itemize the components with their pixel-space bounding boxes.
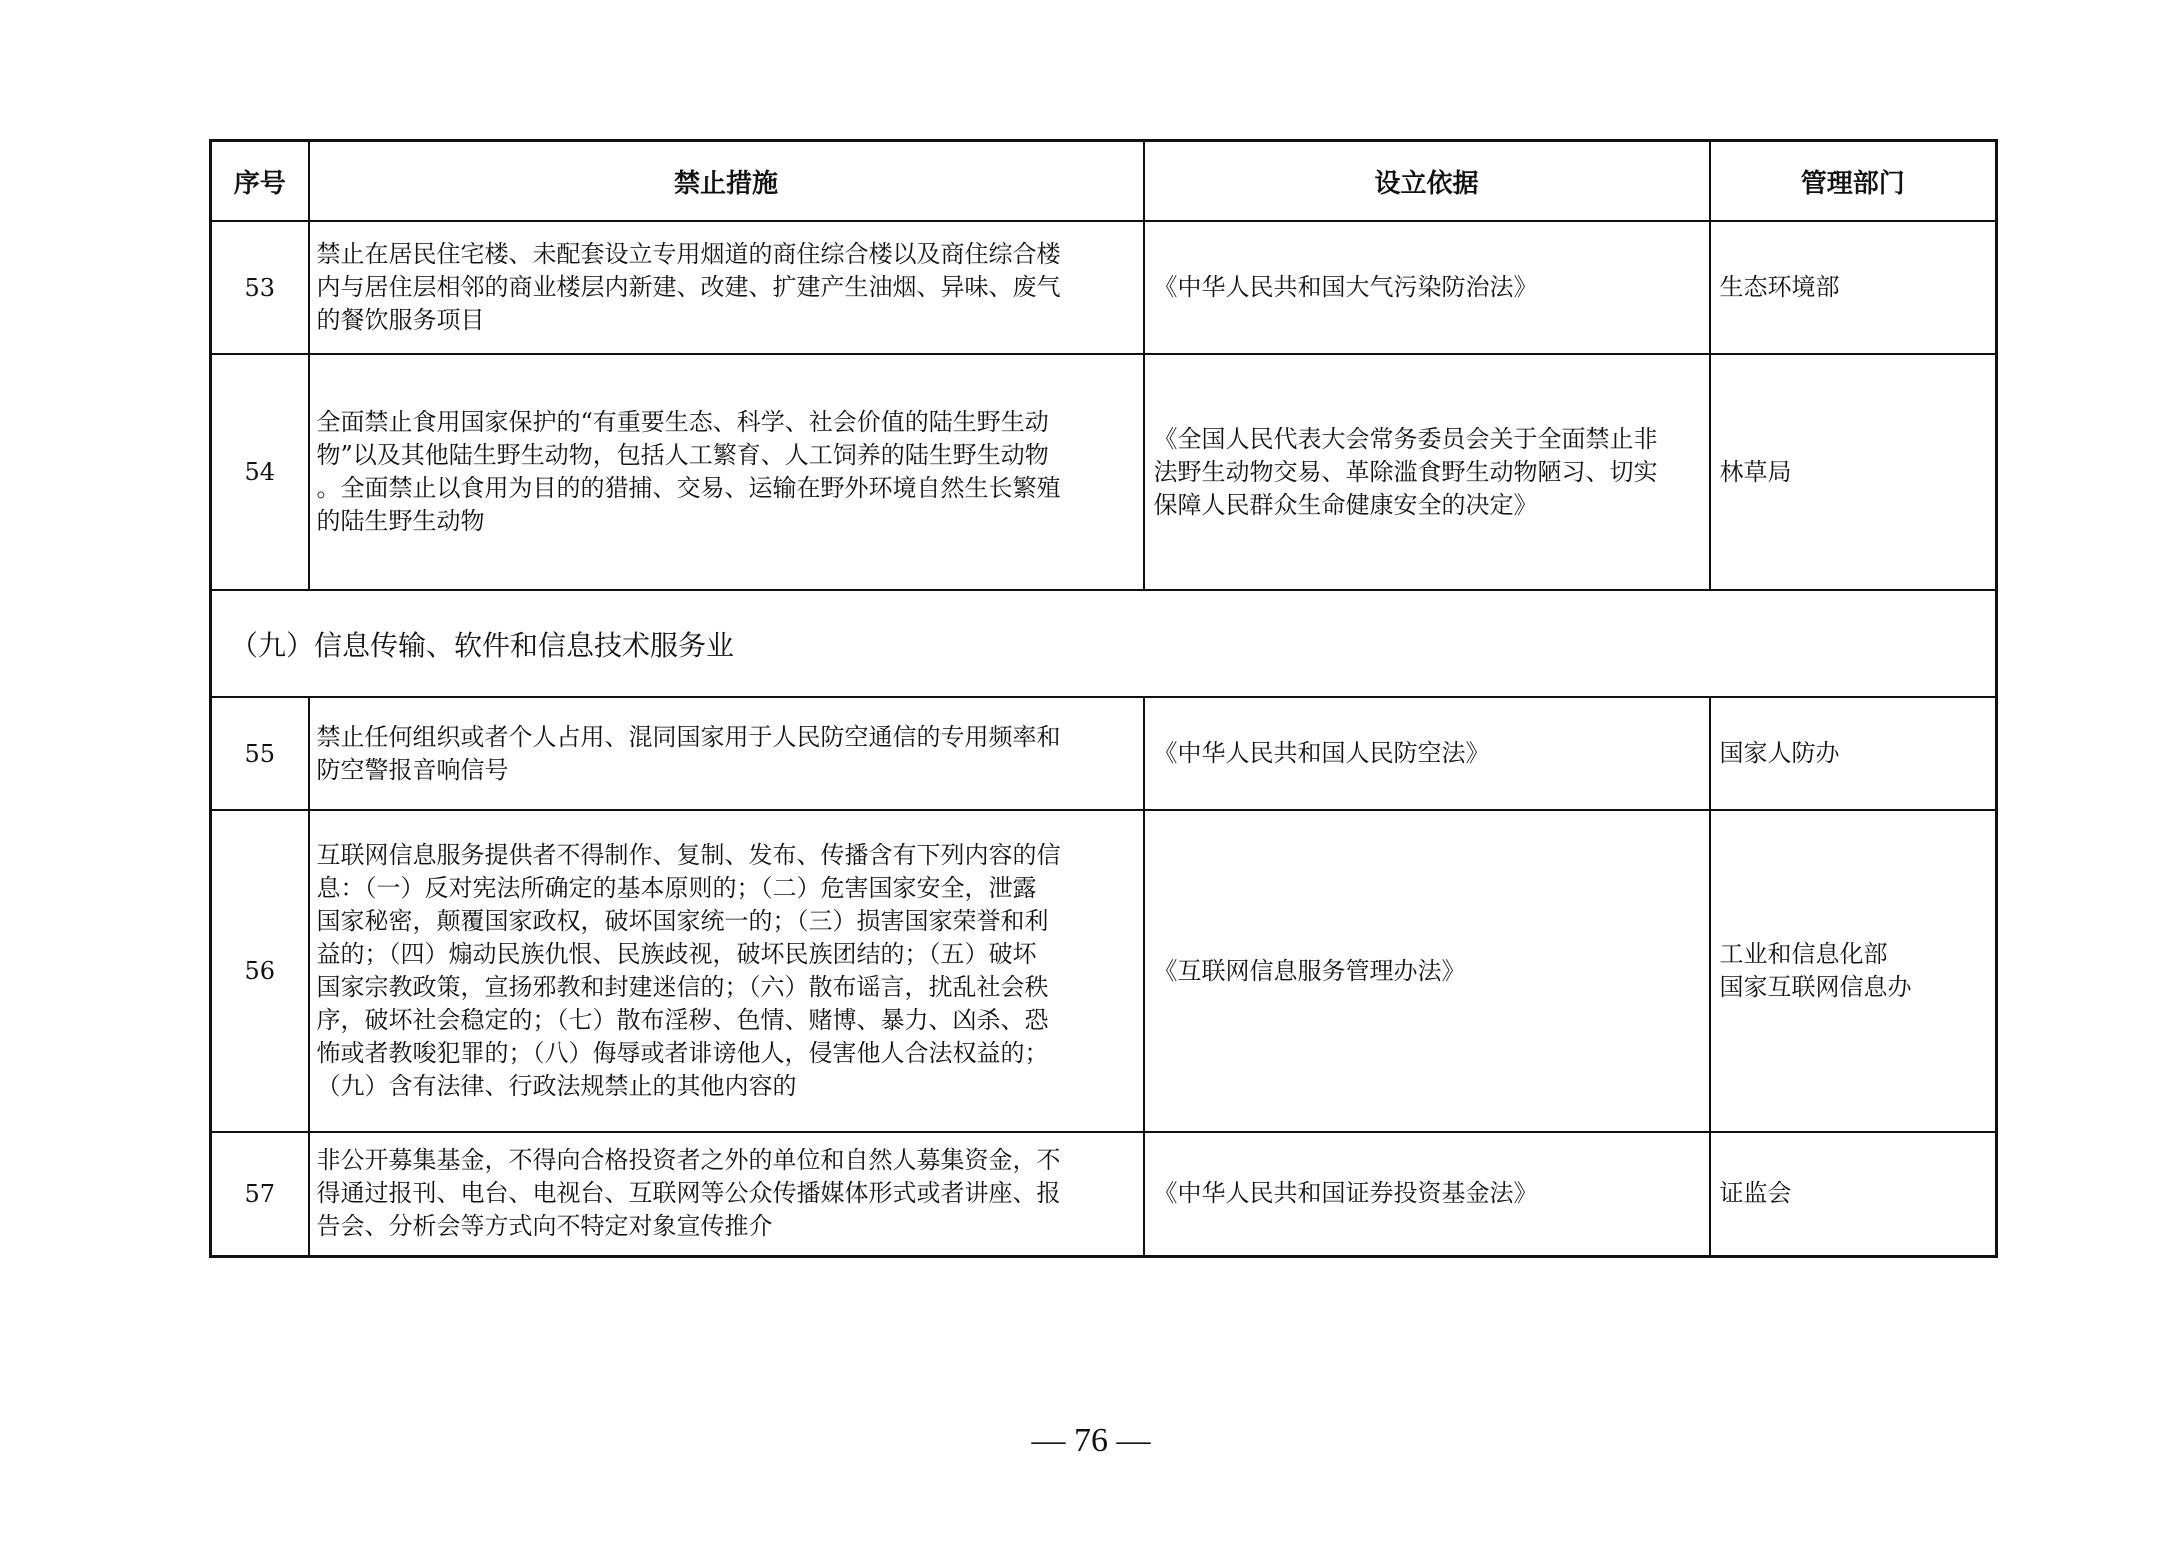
department-cell (1710, 221, 1997, 354)
basis-line: 《中华人民共和国大气污染防治法》 (1153, 273, 1538, 301)
table-row (211, 697, 1997, 810)
measure-line: 非公开募集基金，不得向合格投资者之外的单位和自然人募集资金，不 (316, 1146, 1061, 1175)
department-cell (1710, 1132, 1997, 1256)
basis-line: 《互联网信息服务管理办法》 (1153, 956, 1466, 985)
row-number: 57 (211, 1132, 309, 1256)
measure-line: 国家宗教政策，宣扬邪教和封建迷信的；（六）散布谣言，扰乱社会秩 (316, 973, 1049, 1001)
department-line: 证监会 (1719, 1179, 1792, 1208)
basis-line: 法野生动物交易、革除滥食野生动物陋习、切实 (1153, 457, 1658, 486)
measure-line: 告会、分析会等方式向不特定对象宣传推介 (316, 1212, 773, 1241)
department-line: 国家人防办 (1719, 739, 1840, 767)
section-title: （九）信息传输、软件和信息技术服务业 (211, 590, 1997, 697)
measure-line: 。全面禁止以食用为目的的猎捕、交易、运输在野外环境自然生长繁殖 (316, 474, 1061, 502)
department-cell (1710, 697, 1997, 810)
basis-cell (1144, 221, 1710, 354)
header-serial-number: 序号 (211, 141, 309, 222)
header-prohibited-measure: 禁止措施 (309, 141, 1144, 222)
measure-line: 怖或者教唆犯罪的；（八）侮辱或者诽谤他人，侵害他人合法权益的； (316, 1039, 1049, 1067)
table-header-row (211, 141, 1997, 222)
basis-line: 《中华人民共和国证券投资基金法》 (1153, 1179, 1538, 1208)
measure-line: 互联网信息服务提供者不得制作、复制、发布、传播含有下列内容的信 (316, 841, 1061, 869)
measure-line: 息：（一）反对宪法所确定的基本原则的；（二）危害国家安全，泄露 (316, 874, 1037, 902)
measure-line: 益的；（四）煽动民族仇恨、民族歧视，破坏民族团结的；（五）破坏 (316, 940, 1037, 968)
measure-line: 禁止任何组织或者个人占用、混同国家用于人民防空通信的专用频率和 (316, 722, 1061, 751)
department-line: 工业和信息化部 (1719, 940, 1888, 968)
measure-cell (309, 354, 1144, 590)
measure-line: 得通过报刊、电台、电视台、互联网等公众传播媒体形式或者讲座、报 (316, 1179, 1061, 1208)
measure-cell (309, 697, 1144, 810)
department-cell (1710, 354, 1997, 590)
table-row (211, 354, 1997, 590)
department-line: 林草局 (1719, 457, 1792, 486)
basis-line: 《中华人民共和国人民防空法》 (1153, 739, 1490, 767)
row-number: 53 (211, 221, 309, 354)
basis-cell (1144, 354, 1710, 590)
measure-line: 的陆生野生动物 (316, 507, 485, 535)
basis-cell (1144, 697, 1710, 810)
measure-line: 禁止在居民住宅楼、未配套设立专用烟道的商住综合楼以及商住综合楼 (316, 240, 1061, 268)
basis-line: 保障人民群众生命健康安全的决定》 (1153, 490, 1538, 519)
table-row (211, 1132, 1997, 1256)
measure-line: 内与居住层相邻的商业楼层内新建、改建、扩建产生油烟、异味、废气 (316, 273, 1061, 301)
measure-line: （九）含有法律、行政法规禁止的其他内容的 (316, 1072, 797, 1100)
measure-line: 国家秘密，颠覆国家政权，破坏国家统一的；（三）损害国家荣誉和利 (316, 907, 1049, 935)
regulation-table (209, 139, 1998, 1258)
measure-cell (309, 810, 1144, 1132)
measure-line: 的餐饮服务项目 (316, 306, 485, 334)
department-line: 生态环境部 (1719, 273, 1840, 301)
department-cell (1710, 810, 1997, 1132)
department-line: 国家互联网信息办 (1719, 973, 1912, 1001)
section-row (211, 590, 1997, 697)
measure-line: 防空警报音响信号 (316, 755, 509, 784)
measure-cell (309, 221, 1144, 354)
table-row (211, 810, 1997, 1132)
header-managing-department: 管理部门 (1710, 141, 1997, 222)
page-number: — 76 — (1031, 1422, 1151, 1459)
measure-cell (309, 1132, 1144, 1256)
measure-line: 序，破坏社会稳定的；（七）散布淫秽、色情、赌博、暴力、凶杀、恐 (316, 1006, 1049, 1034)
row-number: 55 (211, 697, 309, 810)
header-legal-basis: 设立依据 (1144, 141, 1710, 222)
measure-line: 物”以及其他陆生野生动物，包括人工繁育、人工饲养的陆生野生动物 (316, 441, 1049, 469)
table-row (211, 221, 1997, 354)
basis-line: 《全国人民代表大会常务委员会关于全面禁止非 (1153, 424, 1658, 453)
measure-line: 全面禁止食用国家保护的“有重要生态、科学、社会价值的陆生野生动 (316, 408, 1049, 436)
basis-cell (1144, 1132, 1710, 1256)
basis-cell (1144, 810, 1710, 1132)
row-number: 56 (211, 810, 309, 1132)
row-number: 54 (211, 354, 309, 590)
